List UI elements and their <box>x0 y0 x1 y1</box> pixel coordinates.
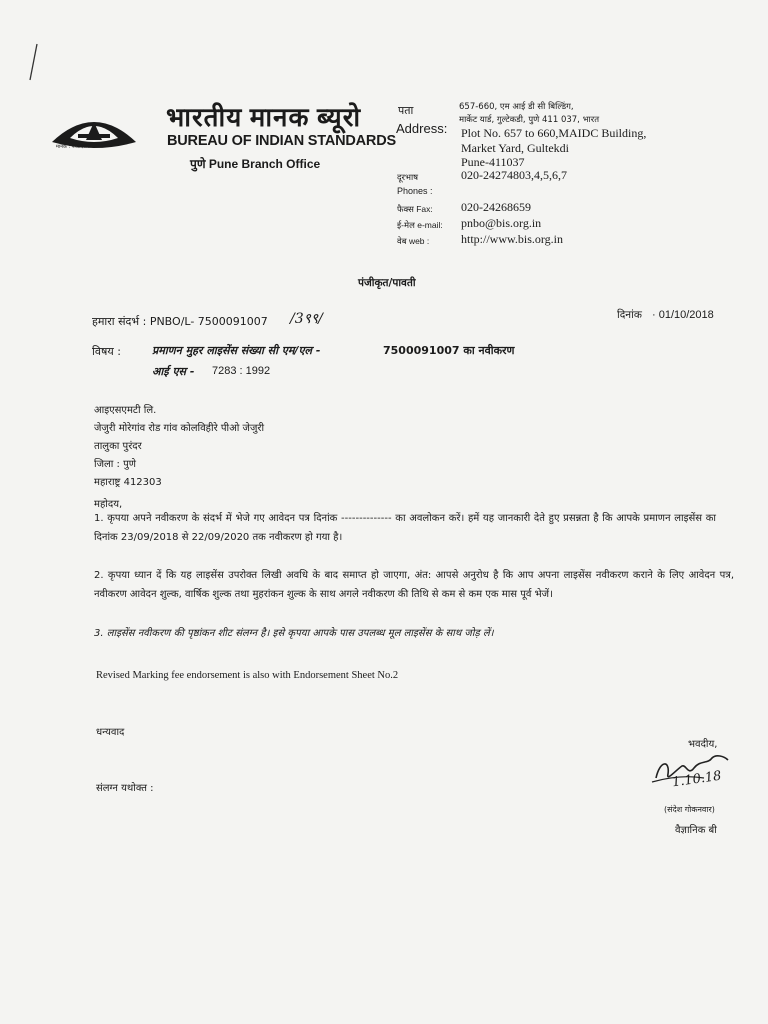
subject-line1-rest: 7500091007 का नवीकरण <box>383 344 515 357</box>
signature-date: 1.10.18 <box>671 768 723 791</box>
signatory-name: (संदेश गोकनवार) <box>664 805 715 814</box>
email-label: ई-मेल e-mail: <box>397 220 443 230</box>
branch-office: पुणे Pune Branch Office <box>190 157 321 171</box>
address-en-line2: Market Yard, Gultekdi <box>461 141 569 155</box>
closing: भवदीय, <box>688 739 718 750</box>
address-label-hindi: पता <box>398 105 414 117</box>
address-en-line3: Pune-411037 <box>461 155 525 169</box>
subject-line2-rest: 7283 : 1992 <box>212 365 271 377</box>
web-value: http://www.bis.org.in <box>461 232 564 246</box>
paragraph-2: 2. कृपया ध्यान दें कि यह लाइसेंस उपरोक्त लिखी अवधि के बाद समाप्त हो जाएगा, अंत: आपसे अनुरोध है कि आप अपना लाइसेंस नवीकरण कराने के लिए आवेदन पत्र, नवीकरण आवेदन शुल्क, वार्षिक शुल्क तथा मुहरांकन शुल्क के साथ अगले नवीकरण की तिथि से कम से कम एक मास पूर्व भेजें। <box>94 570 734 600</box>
org-name-english: BUREAU OF INDIAN STANDARDS <box>167 133 396 149</box>
phone-label-english: Phones : <box>397 186 433 196</box>
recipient-line: जेजुरी मोरेगांव रोड गांव कोलविहीरे पीओ जेजुरी <box>94 423 265 434</box>
subject-line1-italic: प्रमाणन मुहर लाइसेंस संख्या सी एम/एल - <box>152 344 321 357</box>
pen-mark-icon <box>26 42 40 82</box>
subject-label: विषय : <box>92 345 121 358</box>
email-value: pnbo@bis.org.in <box>461 216 542 230</box>
salutation: महोदय, <box>94 499 123 510</box>
signatory-designation: वैज्ञानिक बी <box>675 825 717 836</box>
subject-line2-italic: आई एस - <box>152 365 195 378</box>
reference-handwritten: /3९९/ <box>290 311 323 327</box>
revised-fee-note: Revised Marking fee endorsement is also with Endorsement Sheet No.2 <box>96 670 399 681</box>
recipient-line: महाराष्ट्र 412303 <box>94 477 162 488</box>
org-name-hindi: भारतीय मानक ब्यूरो <box>166 103 362 132</box>
address-label-english: Address: <box>396 121 448 136</box>
web-label: वेब web : <box>397 236 430 246</box>
date-value: · 01/10/2018 <box>652 309 714 321</box>
address-hindi-line1: 657-660, एम आई डी सी बिल्डिंग, <box>459 102 574 112</box>
address-en-line1: Plot No. 657 to 660,MAIDC Building, <box>461 126 647 140</box>
enclosure-note: संलग्न यथोक्त : <box>96 783 154 794</box>
reference-number: हमारा संदर्भ : PNBO/L- 7500091007 <box>92 315 268 328</box>
recipient-line: आइएसएमटी लि. <box>94 405 157 416</box>
paragraph-1: 1. कृपया अपने नवीकरण के संदर्भ में भेजे गए आवेदन पत्र दिनांक -------------- का अवलोकन करें। हमें यह जानकारी देते हुए प्रसन्नता है कि आपके प्रमाणन लाइसेंस का दिनांक 23/09/2018 से 22/09/2020 तक नवीकरण हो गया है। <box>94 513 716 543</box>
phone-label-hindi: दूरभाष <box>397 173 419 183</box>
dispatch-mode: पंजीकृत/पावती <box>358 277 416 289</box>
recipient-line: जिला : पुणे <box>94 459 137 470</box>
fax-value: 020-24268659 <box>461 200 531 214</box>
recipient-line: तालुका पुरंदर <box>94 441 142 452</box>
fax-label: फैक्स Fax: <box>397 204 433 214</box>
date-label: दिनांक <box>617 309 642 321</box>
paragraph-3: 3. लाइसेंस नवीकरण की पृष्ठांकन शीट संलग्न है। इसे कृपया आपके पास उपलब्ध मूल लाइसेंस के साथ जोड़ लें। <box>94 628 494 639</box>
phones-value: 020-24274803,4,5,6,7 <box>461 168 567 182</box>
thanks: धन्यवाद <box>96 727 125 738</box>
logo-caption: मानक : पथप्रदर्शक : <box>56 144 94 150</box>
address-hindi-line2: मार्केट यार्ड, गुल्टेकडी, पुणे 411 037, भारत <box>459 115 600 125</box>
